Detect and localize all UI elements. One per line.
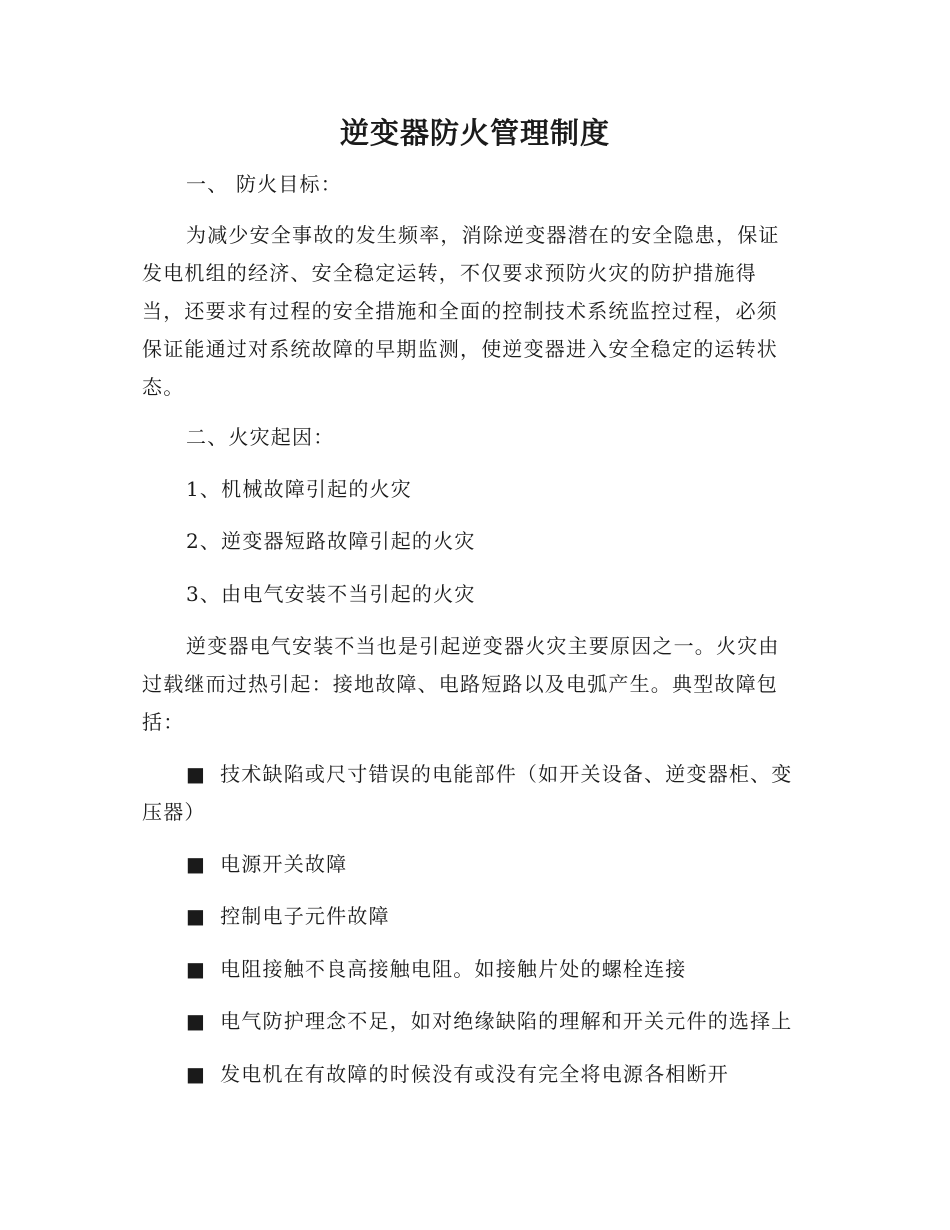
fault-item bbox=[142, 897, 854, 935]
square-bullet-icon: ■ bbox=[186, 957, 207, 981]
paragraph-line: 发电机组的经济、安全稳定运转，不仅要求预防火灾的防护措施得 bbox=[142, 261, 757, 285]
fault-text: 电气防护理念不足，如对绝缘缺陷的理解和开关元件的选择上 bbox=[220, 1009, 793, 1033]
cause-item-2: 2、逆变器短路故障引起的火灾 bbox=[186, 529, 476, 553]
fault-text: 控制电子元件故障 bbox=[220, 904, 390, 928]
paragraph-line: 括： bbox=[142, 710, 185, 734]
paragraph-line: 保证能通过对系统故障的早期监测，使逆变器进入安全稳定的运转状 bbox=[142, 337, 778, 361]
section2-heading: 二、火灾起因： bbox=[186, 425, 335, 449]
fault-item bbox=[142, 950, 854, 988]
cause-item-3: 3、由电气安装不当引起的火灾 bbox=[186, 582, 476, 606]
paragraph-line: 态。 bbox=[142, 375, 185, 399]
paragraph-line: 为减少安全事故的发生频率，消除逆变器潜在的安全隐患，保证 bbox=[186, 223, 780, 247]
paragraph-line: 逆变器电气安装不当也是引起逆变器火灾主要原因之一。火灾由 bbox=[186, 634, 780, 658]
paragraph-line: 过载继而过热引起：接地故障、电路短路以及电弧产生。典型故障包 bbox=[142, 672, 778, 696]
fault-item bbox=[142, 845, 854, 883]
fault-text: 发电机在有故障的时候没有或没有完全将电源各相断开 bbox=[220, 1062, 729, 1086]
fault-item bbox=[142, 1002, 854, 1040]
paragraph-line: 当，还要求有过程的安全措施和全面的控制技术系统监控过程，必须 bbox=[142, 299, 778, 323]
cause-item-1: 1、机械故障引起的火灾 bbox=[186, 477, 412, 501]
fault-text: 电源开关故障 bbox=[220, 852, 348, 876]
document-title: 逆变器防火管理制度 bbox=[339, 116, 610, 150]
square-bullet-icon: ■ bbox=[186, 1062, 207, 1086]
fault-text: 电阻接触不良高接触电阻。如接触片处的螺栓连接 bbox=[220, 957, 687, 981]
section1-paragraph bbox=[142, 216, 810, 406]
square-bullet-icon: ■ bbox=[186, 1009, 207, 1033]
square-bullet-icon: ■ bbox=[186, 762, 207, 786]
fault-text-continuation: 压器） bbox=[142, 800, 206, 824]
section2-paragraph bbox=[142, 627, 810, 741]
fault-item bbox=[142, 755, 810, 831]
square-bullet-icon: ■ bbox=[186, 904, 207, 928]
fault-text: 技术缺陷或尺寸错误的电能部件（如开关设备、逆变器柜、变 bbox=[220, 762, 793, 786]
square-bullet-icon: ■ bbox=[186, 852, 207, 876]
fault-item bbox=[142, 1055, 854, 1093]
section1-heading: 一、 防火目标： bbox=[186, 172, 342, 196]
